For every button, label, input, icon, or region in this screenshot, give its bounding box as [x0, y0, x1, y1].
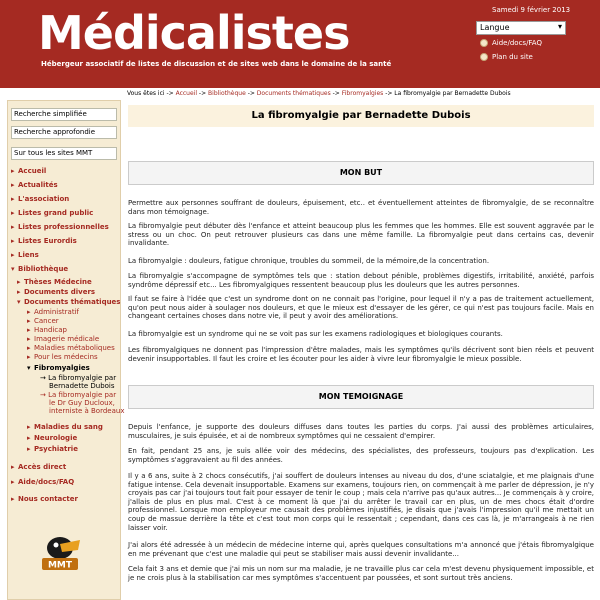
bullet-icon [480, 39, 488, 47]
nav-fibro-dubois[interactable] [40, 374, 116, 382]
nav-pour-medecins[interactable] [27, 353, 98, 361]
breadcrumb-prefix: Vous êtes ici -> [127, 90, 174, 97]
site-tagline: Hébergeur associatif de listes de discussion et de sites web dans le domaine de la santé [41, 60, 392, 68]
triangle-right-icon: ▸ [11, 209, 15, 217]
nav-liens[interactable] [11, 251, 39, 259]
nav-documents-thematiques-label: Documents thématiques [24, 298, 121, 306]
bullet-icon [480, 53, 488, 61]
breadcrumb-sep: -> [383, 90, 395, 97]
paragraph: La fibromyalgie peut débuter dès l'enfance et atteint beaucoup plus les femmes que les hommes. Elle est souvent aggravée par le stress ou un choc. On peut retrouver plusieurs cas dans une même famille. La fibromyalgie peut dans certains cas, devenir invalidante. [128, 222, 594, 248]
triangle-right-icon: ▸ [11, 495, 15, 503]
triangle-right-icon: ▸ [11, 181, 15, 189]
nav-professionnelles-label: Listes professionnelles [18, 223, 109, 231]
breadcrumb [127, 90, 511, 97]
nav-professionnelles[interactable] [11, 223, 109, 231]
nav-fibro-ducloux-line2: le Dr Guy Ducloux, [49, 399, 115, 407]
mascot-badge-text: MMT [47, 560, 73, 571]
nav-actualites[interactable] [11, 181, 58, 189]
paragraph: J'ai alors été adressée à un médecin de médecine interne qui, après quelques consultations m'a annoncé que j'étais fibromyalgique en me prévenant que c'est une maladie qui peut se stabiliser mais aussi devenir invalidante... [128, 541, 594, 558]
nav-accueil[interactable] [11, 167, 46, 175]
triangle-right-icon: ▸ [11, 478, 15, 486]
triangle-right-icon: ▸ [27, 353, 31, 361]
nav-association[interactable] [11, 195, 69, 203]
header-sitemap-link[interactable] [480, 53, 533, 61]
triangle-right-icon: ▸ [27, 445, 31, 453]
nav-fibro-dubois-line1: La fibromyalgie par [48, 374, 117, 382]
paragraph: Les fibromyalgiques ne donnent pas l'impression d'être malades, mais les symptômes qu'ils décrivent sont bien réels et peuvent devenir insupportables. Il faut les croire et les écouter pour les aider à vivre leur fibromyalgie le mieux possible. [128, 346, 594, 363]
chevron-down-icon: ▾ [557, 22, 562, 31]
section-heading-temoignage: MON TEMOIGNAGE [128, 385, 594, 409]
advanced-search-input[interactable]: Recherche approfondie [11, 126, 117, 139]
nav-fibromyalgies-label: Fibromyalgies [34, 364, 90, 372]
nav-fibro-ducloux-line3: interniste à Bordeaux [49, 407, 125, 415]
paragraph: La fibromyalgie est un syndrome qui ne se voit pas sur les examens radiologiques et biologiques courants. [128, 330, 503, 338]
triangle-right-icon: ▸ [11, 237, 15, 245]
triangle-right-icon: ▸ [27, 326, 31, 334]
nav-aide[interactable] [11, 478, 74, 486]
main-content [124, 88, 594, 600]
nav-metaboliques-label: Maladies métaboliques [34, 344, 115, 352]
nav-acces[interactable] [11, 463, 66, 471]
breadcrumb-current: La fibromyalgie par Bernadette Dubois [394, 90, 511, 97]
simple-search-input[interactable]: Recherche simplifiée [11, 108, 117, 121]
triangle-right-icon: ▸ [11, 167, 15, 175]
nav-documents-thematiques[interactable] [17, 298, 120, 306]
nav-pour-medecins-label: Pour les médecins [34, 353, 98, 361]
arrow-right-icon: → [40, 391, 49, 399]
nav-neurologie[interactable] [27, 434, 77, 442]
nav-psychiatrie-label: Psychiatrie [34, 445, 78, 453]
nav-sang[interactable] [27, 423, 103, 431]
nav-sang-label: Maladies du sang [34, 423, 103, 431]
triangle-down-icon: ▾ [11, 265, 15, 273]
language-select[interactable] [476, 21, 566, 35]
nav-metaboliques[interactable] [27, 344, 115, 352]
nav-imagerie[interactable] [27, 335, 99, 343]
site-logo[interactable]: Médicalistes [38, 6, 350, 60]
nav-theses[interactable] [17, 278, 92, 286]
triangle-right-icon: ▸ [27, 344, 31, 352]
nav-administratif[interactable] [27, 308, 79, 316]
header-sitemap-label: Plan du site [492, 53, 533, 61]
nav-fibro-ducloux-line1: La fibromyalgie par [48, 391, 117, 399]
paragraph: Il y a 6 ans, suite à 2 chocs consécutifs, j'ai souffert de douleurs intenses au niveau du dos, d'une sciatalgie, et me plaignais d'une fatigue intense. Cela devenait insupportable. Examens sur examens, toujours rien, on commençait à me parler de dépression, je n'y croyais pas car j'ai toujours tout fait pour essayer de tenir le coup ; mais cela n'arrive pas qu'aux autres... Je commençais à y croire, j'allais de plus en plus mal. C'est à ce moment là que j'ai du arrêter le travail car en plus, un de mes chocs était d'ordre professionnel. Lorsque mon employeur me causait des problèmes injustifiés, je disais que j'avais l'impression qu'il me mettait un coup de massue derrière la tête et c'est tout mon corps qui le ressentait ; cependant, dans ces cas là, je m'arrangeais à ne rien laisser voir. [128, 472, 594, 532]
nav-aide-label: Aide/docs/FAQ [18, 478, 75, 486]
nav-eurodis[interactable] [11, 237, 77, 245]
sidebar [7, 100, 125, 600]
triangle-right-icon: ▸ [11, 463, 15, 471]
paragraph: La fibromyalgie : douleurs, fatigue chronique, troubles du sommeil, de la mémoire,de la concentration. [128, 257, 490, 265]
nav-fibro-ducloux[interactable] [40, 391, 116, 399]
breadcrumb-sep: -> [245, 90, 257, 97]
page-title: La fibromyalgie par Bernadette Dubois [128, 105, 594, 127]
header-help-link[interactable] [480, 39, 542, 47]
nav-handicap-label: Handicap [34, 326, 67, 334]
triangle-right-icon: ▸ [17, 288, 21, 296]
triangle-right-icon: ▸ [27, 434, 31, 442]
nav-accueil-label: Accueil [18, 167, 47, 175]
mmt-mascot-logo[interactable] [38, 532, 82, 572]
nav-handicap[interactable] [27, 326, 67, 334]
triangle-right-icon: ▸ [17, 278, 21, 286]
mascot-eye [54, 543, 59, 548]
breadcrumb-sep: -> [197, 90, 209, 97]
triangle-right-icon: ▸ [27, 317, 31, 325]
triangle-down-icon: ▾ [17, 298, 21, 306]
current-date: Samedi 9 février 2013 [492, 6, 571, 14]
triangle-right-icon: ▸ [27, 308, 31, 316]
nav-eurodis-label: Listes Eurordis [18, 237, 77, 245]
triangle-right-icon: ▸ [11, 251, 15, 259]
language-select-label: Langue [480, 23, 510, 32]
nav-documents-divers-label: Documents divers [24, 288, 96, 296]
nav-liens-label: Liens [18, 251, 39, 259]
paragraph: Permettre aux personnes souffrant de douleurs, épuisement, etc.. et éventuellement atteintes de fibromyalgie, de se reconnaître dans mon témoignage. [128, 199, 594, 216]
nav-theses-label: Thèses Médecine [24, 278, 92, 286]
triangle-down-icon: ▾ [27, 364, 31, 372]
breadcrumb-link-bibliotheque[interactable]: Bibliothèque [208, 90, 246, 97]
paragraph: La fibromyalgie s'accompagne de symptômes tels que : station debout pénible, problèmes digestifs, irritabilité, anxiété, parfois syndrôme dépressif etc... Les fibromyalgiques ressentent beaucoup plus les douleurs que les autres personnes. [128, 272, 594, 289]
section-heading-but: MON BUT [128, 161, 594, 185]
triangle-right-icon: ▸ [27, 423, 31, 431]
breadcrumb-link-documents[interactable]: Documents thématiques [256, 90, 331, 97]
paragraph: Il faut se faire à l'idée que c'est un syndrome dont on ne connait pas l'origine, pour lequel il n'y a pas de traitement actuellement, qu'on peut nous aider à soulager nos douleurs, et que le mieux est d'essayer de les gérer, ce qui n'est pas toujours facile. Mais en changeant certaines choses dans notre vie, il peut y avoir des améliorations. [128, 295, 594, 321]
nav-contact-label: Nous contacter [18, 495, 78, 503]
nav-bibliotheque-label: Bibliothèque [18, 265, 69, 273]
nav-acces-label: Accès direct [18, 463, 67, 471]
triangle-right-icon: ▸ [11, 195, 15, 203]
nav-fibromyalgies[interactable] [27, 364, 90, 372]
paragraph: En fait, pendant 25 ans, je suis allée voir des médecins, des spécialistes, des professeurs, toujours pas d'explication. Les symptômes s'aggravaient au fil des années. [128, 447, 594, 464]
nav-grand-public[interactable] [11, 209, 93, 217]
paragraph: Cela fait 3 ans et demie que j'ai mis un nom sur ma maladie, je ne travaille plus car cela m'est devenu physiquement impossible, et je ne crois plus à la stabilisation car mes symptômes s'accentuent par poussées, et sont surtout très anciens. [128, 565, 594, 582]
all-sites-search-input[interactable]: Sur tous les sites MMT [11, 147, 117, 160]
breadcrumb-sep: -> [330, 90, 342, 97]
triangle-right-icon: ▸ [11, 223, 15, 231]
nav-cancer[interactable] [27, 317, 59, 325]
triangle-right-icon: ▸ [27, 335, 31, 343]
header-help-label: Aide/docs/FAQ [492, 39, 542, 47]
nav-contact[interactable] [11, 495, 78, 503]
nav-neurologie-label: Neurologie [34, 434, 78, 442]
nav-cancer-label: Cancer [34, 317, 59, 325]
breadcrumb-link-accueil[interactable]: Accueil [175, 90, 198, 97]
arrow-right-icon: → [40, 374, 49, 382]
nav-documents-divers[interactable] [17, 288, 95, 296]
nav-association-label: L'association [18, 195, 70, 203]
nav-administratif-label: Administratif [34, 308, 79, 316]
nav-grand-public-label: Listes grand public [18, 209, 94, 217]
nav-psychiatrie[interactable] [27, 445, 78, 453]
nav-bibliotheque[interactable] [11, 265, 68, 273]
breadcrumb-link-fibromyalgies[interactable]: Fibromyalgies [341, 90, 384, 97]
site-header [0, 0, 600, 88]
nav-fibro-dubois-line2: Bernadette Dubois [49, 382, 115, 390]
nav-imagerie-label: Imagerie médicale [34, 335, 100, 343]
nav-actualites-label: Actualités [18, 181, 58, 189]
paragraph: Depuis l'enfance, je supporte des douleurs diffuses dans toutes les parties du corps. J'ai aussi des problèmes articulaires, musculaires, je suis épuisée, et ai de nombreux symptômes qui ne cessaient d'empirer. [128, 423, 594, 440]
